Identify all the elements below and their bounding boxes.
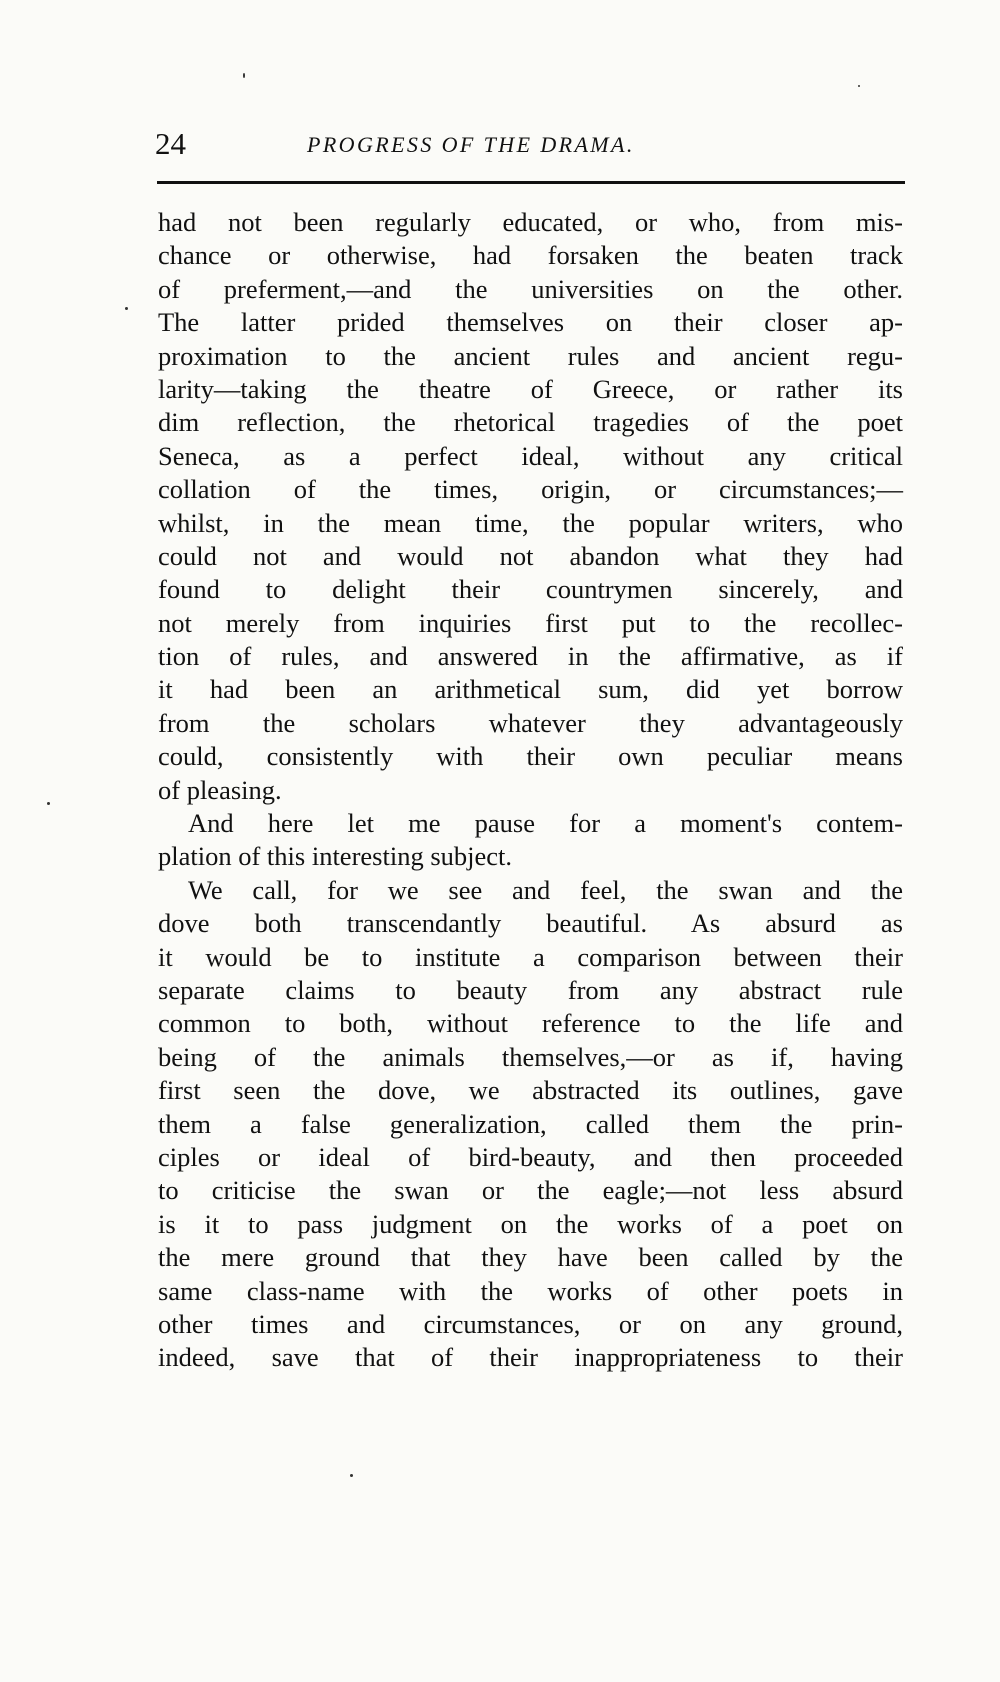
text-line: first seen the dove, we abstracted its outlines, gave: [158, 1075, 903, 1106]
paragraph: [158, 206, 903, 807]
scan-speck: [858, 85, 860, 87]
paragraph: [158, 807, 903, 874]
page-number: 24: [155, 126, 186, 161]
scan-speck: [350, 1474, 353, 1477]
text-line: whilst, in the mean time, the popular writers, who: [158, 507, 903, 538]
text-line: plation of this interesting subject.: [158, 841, 513, 872]
text-line: could not and would not abandon what they had: [158, 540, 903, 571]
text-line: Seneca, as a perfect ideal, without any critical: [158, 440, 903, 471]
text-line: tion of rules, and answered in the affirmative, as if: [158, 641, 903, 672]
text-line: And here let me pause for a moment's contem-: [188, 808, 903, 839]
text-line: to criticise the swan or the eagle;—not less absurd: [158, 1175, 903, 1206]
running-title: PROGRESS OF THE DRAMA.: [307, 132, 635, 157]
text-line: of pleasing.: [158, 774, 282, 805]
text-line: other times and circumstances, or on any ground,: [158, 1308, 903, 1339]
scan-speck: [125, 307, 128, 310]
text-line: ciples or ideal of bird-beauty, and then proceeded: [158, 1141, 903, 1172]
text-line: separate claims to beauty from any abstract rule: [158, 974, 903, 1005]
text-line: We call, for we see and feel, the swan and the: [188, 874, 903, 905]
text-line: the mere ground that they have been called by the: [158, 1242, 903, 1273]
paragraph: [158, 874, 903, 1375]
text-line: found to delight their countrymen sincerely, and: [158, 574, 903, 605]
text-line: collation of the times, origin, or circumstances;—: [158, 474, 903, 505]
text-line: being of the animals themselves,—or as if, having: [158, 1041, 903, 1072]
text-line: not merely from inquiries first put to the recollec-: [158, 607, 903, 638]
text-line: it had been an arithmetical sum, did yet borrow: [158, 674, 903, 705]
text-line: chance or otherwise, had forsaken the beaten track: [158, 240, 903, 271]
text-line: of preferment,—and the universities on the other.: [158, 273, 903, 304]
text-line: had not been regularly educated, or who, from mis-: [158, 207, 903, 237]
text-line: common to both, without reference to the life and: [158, 1008, 903, 1039]
text-line: dove both transcendantly beautiful. As absurd as: [158, 908, 903, 939]
text-line: could, consistently with their own peculiar means: [158, 741, 903, 772]
scan-speck: [243, 73, 245, 78]
text-line: The latter prided themselves on their closer ap-: [158, 307, 903, 338]
header-rule: [157, 181, 905, 184]
text-line: larity—taking the theatre of Greece, or rather its: [158, 373, 903, 404]
text-line: from the scholars whatever they advantageously: [158, 707, 903, 738]
text-line: indeed, save that of their inappropriateness to their: [158, 1342, 903, 1373]
text-line: dim reflection, the rhetorical tragedies of the poet: [158, 407, 903, 438]
text-line: same class-name with the works of other poets in: [158, 1275, 903, 1306]
text-line: proximation to the ancient rules and ancient regu-: [158, 340, 903, 371]
text-line: is it to pass judgment on the works of a poet on: [158, 1208, 903, 1239]
text-line: it would be to institute a comparison between their: [158, 941, 903, 972]
body-text: [158, 206, 903, 1375]
scan-speck: [47, 802, 50, 805]
page-header: [155, 118, 905, 178]
text-line: them a false generalization, called them the prin-: [158, 1108, 903, 1139]
